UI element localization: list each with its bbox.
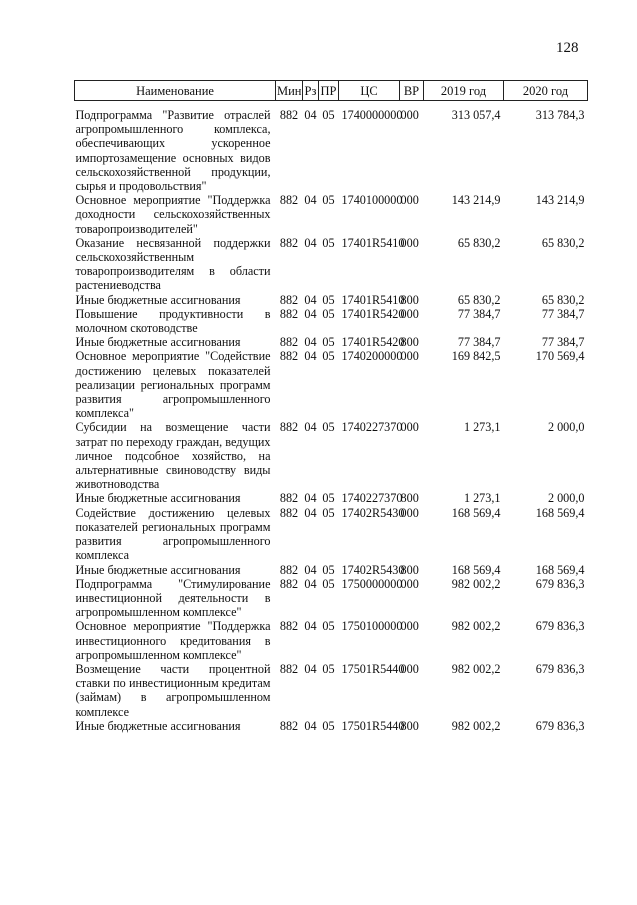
cell-pr: 05 — [322, 235, 335, 250]
table-row — [75, 491, 588, 505]
cell-cs: 17402R5430 — [341, 562, 405, 577]
cell-min: 882 — [279, 292, 299, 307]
cell-pr: 05 — [322, 292, 335, 307]
cell-2019: 65 830,2 — [457, 292, 501, 307]
cell-2019: 77 384,7 — [457, 335, 501, 350]
table-row — [75, 307, 588, 335]
cell-name: Основное мероприятие "Поддержка инвестиционного кредитования в агропромышленном комплексе" — [75, 619, 271, 662]
cell-name: Подпрограмма "Стимулирование инвестиционной деятельности в агропромышленном комплексе" — [75, 576, 271, 620]
cell-vr: 000 — [400, 193, 419, 208]
cell-rz: 04 — [304, 491, 317, 506]
cell-min: 882 — [279, 562, 299, 577]
cell-vr: 000 — [400, 661, 419, 676]
cell-min: 882 — [279, 306, 299, 321]
cell-2020: 168 569,4 — [535, 562, 585, 577]
header-min: Мин — [276, 81, 303, 101]
table-row — [75, 719, 588, 733]
cell-cs: 1750100000 — [341, 619, 403, 634]
cell-cs: 1740100000 — [341, 193, 403, 208]
cell-rz: 04 — [304, 306, 317, 321]
header-cs: ЦС — [339, 81, 400, 101]
table-row — [75, 662, 588, 719]
cell-rz: 04 — [304, 562, 317, 577]
cell-vr: 800 — [400, 491, 419, 506]
cell-min: 882 — [279, 491, 299, 506]
table-row — [75, 236, 588, 293]
cell-2019: 143 214,9 — [451, 193, 501, 208]
cell-2020: 143 214,9 — [535, 193, 585, 208]
cell-pr: 05 — [322, 562, 335, 577]
cell-2019: 313 057,4 — [451, 108, 501, 122]
cell-name: Иные бюджетные ассигнования — [75, 335, 241, 350]
cell-vr: 000 — [400, 108, 419, 122]
cell-rz: 04 — [304, 292, 317, 307]
header-pr: ПР — [319, 81, 339, 101]
cell-name: Иные бюджетные ассигнования — [75, 491, 241, 506]
header-rz: Рз — [303, 81, 319, 101]
cell-cs: 17401R5420 — [341, 306, 405, 321]
cell-2019: 982 002,2 — [451, 718, 501, 733]
cell-rz: 04 — [304, 661, 317, 676]
cell-2019: 982 002,2 — [451, 576, 501, 591]
cell-vr: 000 — [400, 349, 419, 364]
cell-name: Повышение продуктивности в молочном скотоводстве — [75, 306, 271, 336]
cell-name: Возмещение части процентной ставки по инвестиционным кредитам (займам) в агропромышленном комплексе — [75, 661, 271, 719]
cell-vr: 800 — [400, 562, 419, 577]
cell-name: Основное мероприятие "Поддержка доходности сельскохозяйственных товаропроизводителей" — [75, 193, 271, 236]
table-row — [75, 293, 588, 307]
cell-2019: 65 830,2 — [457, 235, 501, 250]
cell-2020: 77 384,7 — [541, 306, 585, 321]
cell-2019: 168 569,4 — [451, 505, 501, 520]
cell-rz: 04 — [304, 718, 317, 733]
cell-name: Иные бюджетные ассигнования — [75, 562, 241, 577]
cell-2020: 65 830,2 — [541, 292, 585, 307]
cell-cs: 1740227370 — [341, 420, 403, 435]
cell-name: Иные бюджетные ассигнования — [75, 292, 241, 307]
cell-2020: 168 569,4 — [535, 505, 585, 520]
cell-vr: 000 — [400, 619, 419, 634]
cell-2019: 982 002,2 — [451, 661, 501, 676]
cell-pr: 05 — [322, 576, 335, 591]
cell-2020: 313 784,3 — [535, 108, 585, 122]
cell-min: 882 — [279, 335, 299, 350]
cell-2020: 65 830,2 — [541, 235, 585, 250]
table-row — [75, 335, 588, 349]
cell-min: 882 — [279, 661, 299, 676]
cell-vr: 000 — [400, 306, 419, 321]
cell-pr: 05 — [322, 491, 335, 506]
cell-min: 882 — [279, 349, 299, 364]
table-row — [75, 349, 588, 420]
table-row — [75, 577, 588, 620]
cell-min: 882 — [279, 619, 299, 634]
cell-min: 882 — [279, 576, 299, 591]
cell-rz: 04 — [304, 193, 317, 208]
cell-name: Иные бюджетные ассигнования — [75, 718, 241, 733]
cell-2020: 170 569,4 — [535, 349, 585, 364]
cell-min: 882 — [279, 505, 299, 520]
cell-vr: 800 — [400, 718, 419, 733]
cell-cs: 17501R5440 — [341, 718, 405, 733]
cell-rz: 04 — [304, 576, 317, 591]
cell-rz: 04 — [304, 619, 317, 634]
table-body — [75, 101, 588, 733]
cell-cs: 1740000000 — [341, 108, 403, 122]
cell-cs: 17401R5410 — [341, 292, 405, 307]
cell-cs: 17402R5430 — [341, 505, 405, 520]
cell-name: Оказание несвязанной поддержки сельскохозяйственным товаропроизводителям в области растениеводства — [75, 235, 271, 293]
cell-rz: 04 — [304, 108, 317, 122]
cell-vr: 000 — [400, 576, 419, 591]
cell-vr: 800 — [400, 292, 419, 307]
table-row — [75, 619, 588, 662]
cell-pr: 05 — [322, 661, 335, 676]
table-row — [75, 420, 588, 491]
cell-cs: 17401R5410 — [341, 235, 405, 250]
cell-2019: 982 002,2 — [451, 619, 501, 634]
cell-min: 882 — [279, 420, 299, 435]
cell-2020: 2 000,0 — [547, 491, 585, 506]
table-row — [75, 506, 588, 563]
cell-cs: 17401R5420 — [341, 335, 405, 350]
header-vr: ВР — [400, 81, 424, 101]
cell-min: 882 — [279, 718, 299, 733]
cell-pr: 05 — [322, 108, 335, 122]
cell-min: 882 — [279, 193, 299, 208]
cell-vr: 000 — [400, 505, 419, 520]
cell-2019: 77 384,7 — [457, 306, 501, 321]
cell-pr: 05 — [322, 193, 335, 208]
cell-vr: 800 — [400, 335, 419, 350]
cell-cs: 1740227370 — [341, 491, 403, 506]
cell-rz: 04 — [304, 349, 317, 364]
table-row — [75, 563, 588, 577]
cell-pr: 05 — [322, 420, 335, 435]
cell-pr: 05 — [322, 619, 335, 634]
cell-name: Подпрограмма "Развитие отраслей агропромышленного комплекса, обеспечивающих ускоренное импортозамещение основных видов сельскохозяйственной продукции, сырья и продовольствия" — [75, 108, 271, 194]
header-2019: 2019 год — [424, 81, 504, 101]
cell-pr: 05 — [322, 349, 335, 364]
cell-2020: 679 836,3 — [535, 661, 585, 676]
cell-rz: 04 — [304, 505, 317, 520]
cell-vr: 000 — [400, 420, 419, 435]
cell-name: Содействие достижению целевых показателей региональных программ развития агропромышленного комплекса — [75, 505, 271, 563]
header-name: Наименование — [75, 81, 276, 101]
cell-pr: 05 — [322, 306, 335, 321]
cell-2019: 1 273,1 — [463, 420, 501, 435]
cell-2020: 679 836,3 — [535, 619, 585, 634]
cell-vr: 000 — [400, 235, 419, 250]
table-row — [75, 101, 588, 194]
cell-min: 882 — [279, 235, 299, 250]
cell-cs: 1750000000 — [341, 576, 403, 591]
table-row — [75, 193, 588, 236]
header-2020: 2020 год — [504, 81, 588, 101]
cell-cs: 17501R5440 — [341, 661, 405, 676]
cell-cs: 1740200000 — [341, 349, 403, 364]
cell-pr: 05 — [322, 505, 335, 520]
cell-name: Основное мероприятие "Содействие достижению целевых показателей реализации региональных программ развития агропромышленного комплекса" — [75, 349, 271, 421]
cell-2020: 77 384,7 — [541, 335, 585, 350]
cell-pr: 05 — [322, 335, 335, 350]
page-number: 128 — [556, 40, 579, 56]
cell-2019: 169 842,5 — [451, 349, 501, 364]
cell-min: 882 — [279, 108, 299, 122]
budget-table — [74, 80, 588, 733]
cell-rz: 04 — [304, 335, 317, 350]
cell-2020: 2 000,0 — [547, 420, 585, 435]
cell-name: Субсидии на возмещение части затрат по переходу граждан, ведущих личное подсобное хозяйство, на альтернативные свиноводству виды животноводства — [75, 420, 271, 492]
cell-2019: 168 569,4 — [451, 562, 501, 577]
cell-pr: 05 — [322, 718, 335, 733]
cell-rz: 04 — [304, 420, 317, 435]
table-header — [75, 81, 588, 101]
cell-2020: 679 836,3 — [535, 718, 585, 733]
cell-2019: 1 273,1 — [463, 491, 501, 506]
cell-rz: 04 — [304, 235, 317, 250]
cell-2020: 679 836,3 — [535, 576, 585, 591]
